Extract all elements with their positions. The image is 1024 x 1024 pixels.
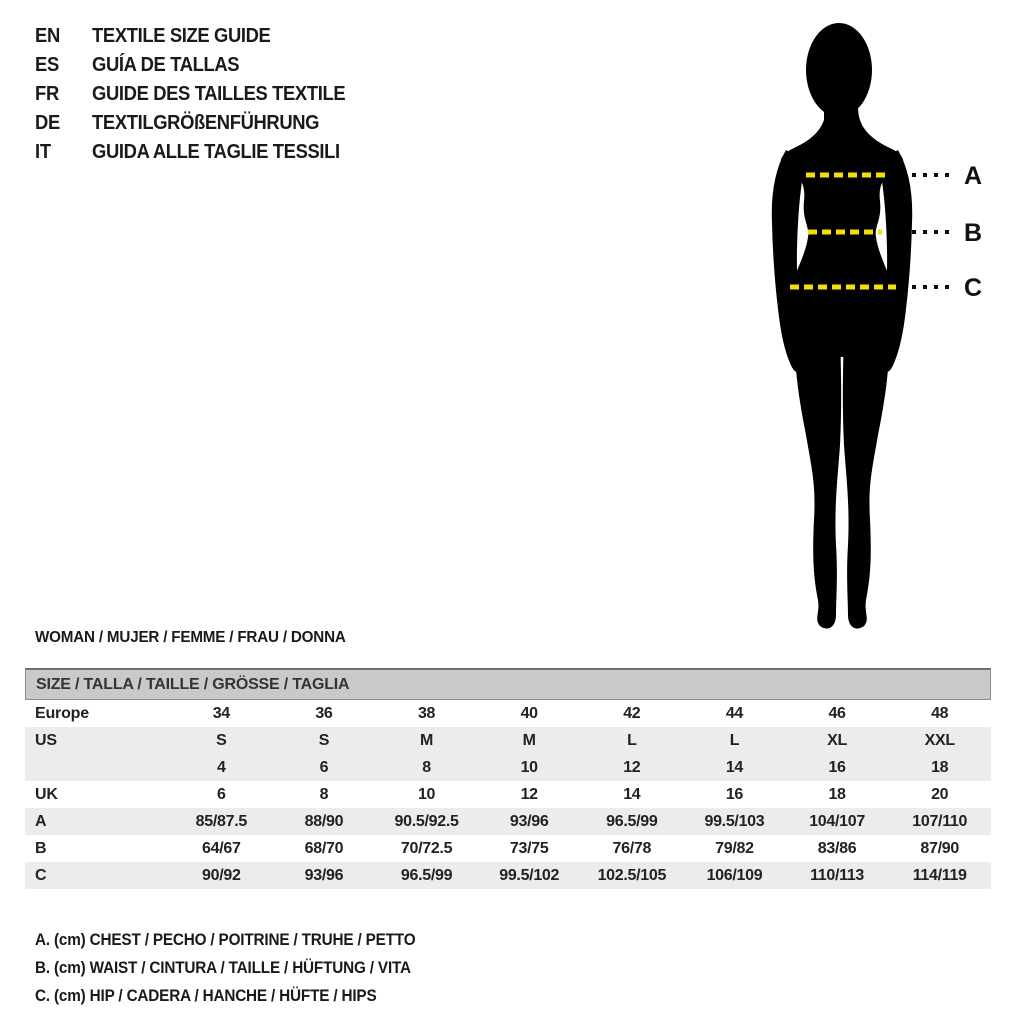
table-cell: 34	[212, 704, 230, 722]
title-row-de	[35, 109, 345, 138]
table-cell: 20	[931, 785, 949, 803]
table-cell: S	[216, 731, 227, 749]
table-cell: 93/96	[509, 812, 549, 830]
row-label: A	[35, 812, 47, 830]
table-cell: 36	[315, 704, 333, 722]
title-text: GUIDA ALLE TAGLIE TESSILI	[92, 141, 340, 163]
table-cell: 48	[931, 704, 949, 722]
table-cell: 90/92	[202, 866, 241, 884]
size-table-header: SIZE / TALLA / TAILLE / GRÖSSE / TAGLIA	[25, 668, 991, 700]
table-cell: 96.5/99	[400, 866, 453, 884]
table-cell: 83/86	[817, 839, 857, 857]
title-row-es	[35, 51, 345, 80]
table-cell: 46	[828, 704, 846, 722]
legend-chest: A. (cm) CHEST / PECHO / POITRINE / TRUHE / PETTO	[35, 930, 416, 949]
table-cell: 93/96	[304, 866, 344, 884]
table-row-us	[25, 727, 991, 754]
table-cell: 12	[623, 758, 641, 776]
table-cell: L	[627, 731, 637, 749]
table-cell: 18	[828, 785, 846, 803]
table-row-waist	[25, 835, 991, 862]
lang-code: EN	[35, 25, 61, 47]
legend-hip: C. (cm) HIP / CADERA / HANCHE / HÜFTE / HIPS	[35, 986, 377, 1005]
table-cell: 90.5/92.5	[394, 812, 459, 830]
table-cell: 18	[931, 758, 949, 776]
table-cell: 87/90	[920, 839, 959, 857]
table-cell: 14	[623, 785, 641, 803]
table-cell: 6	[319, 758, 329, 776]
gender-heading: WOMAN / MUJER / FEMME / FRAU / DONNA	[35, 629, 346, 646]
title-row-it	[35, 138, 345, 167]
table-cell: 110/113	[810, 866, 865, 884]
table-cell: L	[729, 731, 740, 749]
table-row-uk	[25, 781, 991, 808]
row-label: Europe	[35, 704, 89, 722]
language-title-block	[35, 22, 345, 167]
title-row-en	[35, 22, 345, 51]
table-cell: 104/107	[809, 812, 865, 830]
table-cell: 99.5/102	[499, 866, 560, 884]
table-row-chest	[25, 808, 991, 835]
table-cell: 85/87.5	[195, 812, 247, 830]
woman-silhouette-graphic	[740, 15, 1010, 645]
row-label: UK	[35, 785, 58, 803]
row-label: C	[35, 866, 47, 884]
table-cell: 8	[422, 758, 431, 776]
table-cell: S	[318, 731, 330, 749]
table-cell: 12	[520, 785, 538, 803]
table-cell: M	[522, 731, 536, 749]
waist-label: B	[964, 219, 983, 247]
table-cell: 44	[725, 704, 744, 722]
table-row-europe	[25, 700, 991, 727]
table-row-us-numeric	[25, 754, 991, 781]
title-text: GUÍA DE TALLAS	[92, 54, 240, 76]
table-cell: 4	[217, 758, 226, 776]
table-cell: 10	[417, 785, 436, 803]
title-row-fr	[35, 80, 345, 109]
hip-label: C	[964, 274, 983, 302]
table-cell: XL	[827, 731, 847, 749]
table-cell: 38	[417, 704, 436, 722]
table-cell: 114/119	[912, 866, 967, 884]
table-cell: 14	[725, 758, 744, 776]
table-cell: 42	[623, 704, 641, 722]
row-label: US	[35, 731, 57, 749]
table-cell: 96.5/99	[606, 812, 658, 830]
measurement-legend	[35, 926, 415, 1010]
row-label: B	[35, 839, 47, 857]
table-cell: 10	[520, 758, 538, 776]
measurement-figure	[740, 15, 1010, 645]
table-cell: 102.5/105	[597, 866, 667, 884]
table-cell: XXL	[924, 731, 955, 749]
table-cell: 73/75	[509, 839, 549, 857]
title-text: TEXTILE SIZE GUIDE	[92, 25, 271, 47]
table-cell: 99.5/103	[704, 812, 765, 830]
table-cell: 16	[828, 758, 846, 776]
table-cell: 68/70	[304, 839, 344, 857]
table-cell: 107/110	[912, 812, 968, 830]
table-cell: 16	[725, 785, 744, 803]
lang-code: ES	[35, 54, 60, 76]
table-cell: 70/72.5	[400, 839, 453, 857]
table-cell: 64/67	[202, 839, 241, 857]
title-text: GUIDE DES TAILLES TEXTILE	[92, 83, 346, 105]
title-text: TEXTILGRÖßENFÜHRUNG	[92, 112, 320, 134]
table-cell: 40	[520, 704, 538, 722]
table-row-hip	[25, 862, 991, 889]
chest-label: A	[964, 162, 983, 190]
table-cell: M	[420, 731, 434, 749]
table-cell: 76/78	[612, 839, 652, 857]
lang-code: IT	[35, 141, 51, 163]
size-table	[25, 668, 991, 889]
table-cell: 79/82	[715, 839, 754, 857]
lang-code: DE	[35, 112, 61, 134]
table-cell: 8	[319, 785, 329, 803]
table-cell: 6	[217, 785, 226, 803]
woman-silhouette	[772, 23, 912, 629]
legend-waist: B. (cm) WAIST / CINTURA / TAILLE / HÜFTUNG / VITA	[35, 958, 411, 977]
table-cell: 88/90	[304, 812, 344, 830]
lang-code: FR	[35, 83, 59, 105]
table-cell: 106/109	[706, 866, 763, 884]
